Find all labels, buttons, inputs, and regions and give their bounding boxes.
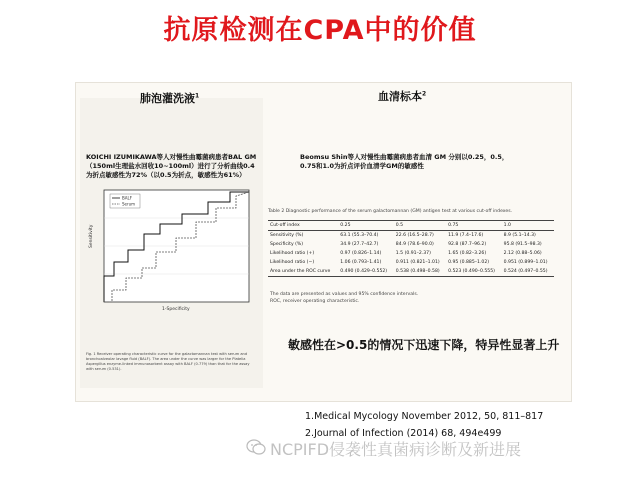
- table-cell: 0.523 (0.490–0.555): [446, 267, 502, 277]
- table-cell: 11.9 (7.4–17.6): [448, 233, 484, 238]
- roc-legend-balf: BALF: [122, 195, 133, 201]
- wechat-icon: [246, 438, 266, 456]
- roc-chart: [86, 188, 256, 318]
- table-cell: Likelihood ratio (−): [270, 260, 315, 265]
- reference-1: 1.Medical Mycology November 2012, 50, 811–817: [305, 411, 544, 422]
- table-row: [268, 249, 554, 258]
- table-header-cell: 0.25: [338, 221, 394, 231]
- table-cell: 1.65 (0.82–3.26): [448, 251, 487, 256]
- table-cell: 92.8 (87.7–96.2): [448, 242, 487, 247]
- table-header-cell: 0.5: [394, 221, 446, 231]
- table-header-cell: 1.0: [502, 221, 554, 231]
- slide-title: 抗原检测在CPA中的价值: [163, 15, 477, 46]
- table-cell: Specificity (%): [270, 242, 304, 247]
- table-header-cell: Cut-off index: [268, 221, 338, 231]
- table-cell: 34.9 (27.7–42.7): [340, 242, 379, 247]
- table-cell: 0.911 (0.821–1.01): [395, 260, 440, 265]
- table-header-row: [268, 221, 554, 231]
- table-cell: 1.5 (0.91–2.37): [395, 251, 431, 256]
- right-heading-sup: 2: [422, 90, 427, 98]
- left-description: KOICHI IZUMIKAWA等人对慢性曲霉菌病患者BAL GM（150ml生理盐水回收10~100ml）进行了分析曲线0.4为折点敏感性为72%（以0.5为折点，敏感性为61%）: [86, 153, 257, 179]
- table-cell: 0.951 (0.899–1.01): [503, 260, 548, 265]
- right-heading: [378, 88, 426, 104]
- table-cell: 0.538 (0.498–0.58): [394, 267, 446, 277]
- table-cell: 0.524 (0.497–0.55): [502, 267, 554, 277]
- roc-xlabel: 1-Specificity: [162, 307, 190, 312]
- roc-ylabel: Sensitivity: [89, 224, 94, 248]
- roc-chart-svg: [86, 188, 256, 318]
- gm-performance-table: [268, 220, 554, 277]
- table-header-cell: 0.75: [446, 221, 502, 231]
- table-cell: 84.9 (78.6–90.0): [395, 242, 434, 247]
- table-cell: 0.95 (0.885–1.02): [448, 260, 490, 265]
- right-description: Beomsu Shin等人对慢性曲霉菌病患者血清 GM 分别以0.25，0.5，0.75和1.0为折点评价血清学GM的敏感性: [300, 153, 509, 170]
- roc-figure-caption: Fig. 1 Receiver operating characteristic curve for the galactomannan test with serum and bronchoalveolar lavage fluid (BALF). The area under the curve was larger for the Platelia Aspergillus enzyme-linked immunosorbent assay with BALF (0.779) than that for the assay with serum (0.531).: [86, 352, 250, 371]
- left-heading: [140, 90, 199, 106]
- roc-legend-serum: Serum: [122, 201, 136, 207]
- left-heading-text: 肺泡灌洗液: [140, 92, 195, 105]
- right-heading-text: 血清标本: [378, 90, 422, 103]
- table-row: [268, 240, 554, 249]
- table-cell: 22.6 (16.5–28.7): [395, 233, 434, 238]
- table-row: [268, 267, 554, 277]
- table-cell: Likelihood ratio (+): [270, 251, 315, 256]
- summary-text: 敏感性在>0.5的情况下迅速下降，特异性显著上升: [288, 338, 560, 352]
- table-cell: 63.1 (55.3–70.4): [340, 233, 379, 238]
- left-heading-sup: 1: [195, 92, 200, 100]
- table-cell: 1.06 (0.793–1.41): [340, 260, 382, 265]
- table-footnote: The data are presented as values and 95% confidence intervals.: [270, 292, 419, 297]
- table-row: [268, 231, 554, 241]
- table-cell: Sensitivity (%): [270, 233, 304, 238]
- table-cell: 95.8 (91.5–98.3): [503, 242, 542, 247]
- table-cell: 0.97 (0.826–1.14): [340, 251, 382, 256]
- table-footnote-roc: ROC, receiver operating characteristic.: [270, 299, 360, 304]
- table-row: [268, 258, 554, 267]
- table-cell: 8.9 (5.1–14.3): [503, 233, 536, 238]
- table-caption: Table 2 Diagnostic performance of the serum galactomannan (GM) antigen test at various cut-off indexes.: [268, 209, 513, 214]
- table-cell: Area under the ROC curve: [268, 267, 338, 277]
- table-cell: 2.12 (0.88–5.06): [503, 251, 542, 256]
- table-cell: 0.490 (0.429–0.552): [338, 267, 394, 277]
- reference-2: 2.Journal of Infection (2014) 68, 494e499: [305, 428, 502, 439]
- watermark-text: NCPIFD侵袭性真菌病诊断及新进展: [270, 440, 522, 459]
